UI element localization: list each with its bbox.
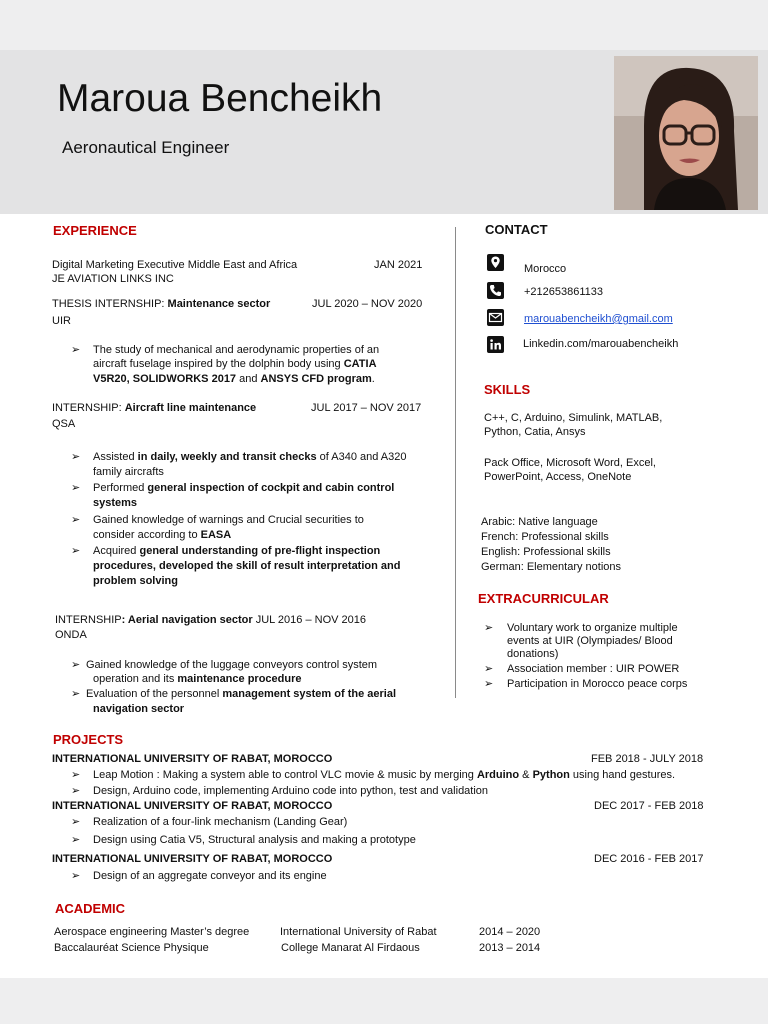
job4-sector: : Aerial navigation sector [121, 614, 253, 626]
project3-date: DEC 2016 - FEB 2017 [594, 853, 704, 865]
project1-org: INTERNATIONAL UNIVERSITY OF RABAT, MOROCCO [52, 753, 333, 765]
job4-title [55, 613, 366, 627]
job3-bullet1-line2: family aircrafts [93, 466, 164, 478]
text-bold: EASA [200, 529, 232, 541]
projects-heading: PROJECTS [53, 732, 124, 747]
profile-photo [614, 56, 758, 210]
job3-date: JUL 2017 – NOV 2017 [311, 402, 422, 414]
job4-org: ONDA [55, 629, 87, 641]
text: Performed [93, 482, 148, 494]
job4-bullet2-line1 [86, 687, 396, 701]
text: consider according to [93, 529, 201, 541]
job2-bullet1-line2 [93, 357, 377, 371]
project2-org: INTERNATIONAL UNIVERSITY OF RABAT, MOROCCO [52, 800, 333, 812]
text-bold: maintenance procedure [177, 673, 302, 685]
job-title: Aeronautical Engineer [62, 138, 230, 157]
job2-prefix: THESIS INTERNSHIP: [52, 298, 168, 310]
contact-linkedin: Linkedin.com/marouabencheikh [523, 338, 679, 350]
bullet-arrow-icon: ➢ [71, 688, 81, 700]
contact-location: Morocco [524, 263, 567, 275]
skills-tech-line2: Python, Catia, Ansys [484, 426, 586, 438]
linkedin-icon [487, 336, 504, 353]
job3-title [52, 401, 256, 415]
contact-email-link[interactable]: marouabencheikh@gmail.com [524, 313, 673, 325]
job1-org: JE AVIATION LINKS INC [52, 273, 174, 285]
bullet-arrow-icon: ➢ [71, 659, 81, 671]
job3-org: QSA [52, 418, 76, 430]
academic-row1-degree: Aerospace engineering Master’s degree [54, 926, 250, 938]
bullet-arrow-icon: ➢ [71, 545, 81, 557]
job2-bullet1-line3 [93, 372, 375, 386]
project1-date: FEB 2018 - JULY 2018 [591, 753, 704, 765]
job3-bullet1-line1 [93, 450, 407, 464]
academic-row2-school: College Manarat Al Firdaous [281, 942, 420, 954]
job4-bullet2-line2: navigation sector [93, 703, 185, 715]
person-name: Maroua Bencheikh [57, 77, 383, 120]
job4-prefix: INTERNSHIP [55, 614, 122, 626]
job1-title: Digital Marketing Executive Middle East and Africa [52, 259, 298, 271]
extra-item1-line1: Voluntary work to organize multiple [507, 622, 678, 634]
academic-heading: ACADEMIC [55, 901, 126, 916]
bullet-arrow-icon: ➢ [71, 785, 81, 797]
skills-heading: SKILLS [484, 382, 531, 397]
text: . [371, 373, 375, 385]
job3-prefix: INTERNSHIP: [52, 402, 125, 414]
job3-bullet2-line2: systems [93, 497, 138, 509]
location-pin-icon [487, 254, 504, 271]
text: Acquired [93, 545, 140, 557]
job3-sector: Aircraft line maintenance [124, 402, 257, 414]
job1-date: JAN 2021 [374, 259, 423, 271]
project3-bullet1: Design of an aggregate conveyor and its engine [93, 870, 327, 882]
text-bold: V5R20, SOLIDWORKS 2017 [93, 373, 237, 385]
bullet-arrow-icon: ➢ [484, 663, 494, 675]
bullet-arrow-icon: ➢ [71, 344, 81, 356]
bullet-arrow-icon: ➢ [484, 678, 494, 690]
resume-page [0, 50, 768, 978]
contact-heading: CONTACT [485, 222, 548, 237]
project2-bullet2: Design using Catia V5, Structural analysis and making a prototype [93, 834, 416, 846]
text: operation and its [93, 673, 178, 685]
bullet-arrow-icon: ➢ [71, 769, 81, 781]
job3-bullet4-line3: problem solving [93, 575, 178, 587]
bullet-arrow-icon: ➢ [484, 622, 494, 634]
extra-item1-line3: donations) [507, 648, 559, 660]
extra-item1-line2: events at UIR (Olympiades/ Blood [507, 635, 673, 647]
text-bold: general inspection of cockpit and cabin control [147, 482, 395, 494]
text-bold: Arduino [476, 769, 520, 781]
bullet-arrow-icon: ➢ [71, 451, 81, 463]
text-bold: general understanding of pre-flight inspection [139, 545, 381, 557]
experience-heading: EXPERIENCE [53, 223, 137, 238]
extracurricular-heading: EXTRACURRICULAR [478, 591, 609, 606]
job4-bullet1-line1: Gained knowledge of the luggage conveyors control system [86, 659, 378, 671]
job3-bullet3-line1: Gained knowledge of warnings and Crucial securities to [93, 514, 364, 526]
project3-org: INTERNATIONAL UNIVERSITY OF RABAT, MOROCCO [52, 853, 333, 865]
bullet-arrow-icon: ➢ [71, 816, 81, 828]
job4-date: JUL 2016 – NOV 2016 [252, 614, 366, 626]
skills-language: English: Professional skills [481, 546, 611, 558]
project1-bullet1 [93, 768, 675, 782]
text: & [519, 769, 533, 781]
project1-bullet2: Design, Arduino code, implementing Arduino code into python, test and validation [93, 785, 489, 797]
job2-sector: Maintenance sector [167, 298, 271, 310]
extra-item2: Association member : UIR POWER [507, 663, 680, 675]
header-band [0, 50, 768, 214]
envelope-icon [487, 309, 504, 326]
academic-row2-degree: Baccalauréat Science Physique [54, 942, 209, 954]
skills-tech-line1: C++, C, Arduino, Simulink, MATLAB, [484, 412, 663, 424]
text-bold: management system of the aerial [222, 688, 396, 700]
text-bold: ANSYS CFD program [260, 373, 372, 385]
skills-language: French: Professional skills [481, 531, 609, 543]
job2-bullet1-line1: The study of mechanical and aerodynamic properties of an [93, 344, 380, 356]
job3-bullet4-line1 [93, 544, 380, 558]
project2-bullet1: Realization of a four-link mechanism (Landing Gear) [93, 816, 348, 828]
bullet-arrow-icon: ➢ [71, 482, 81, 494]
phone-icon [487, 282, 504, 299]
skills-language: German: Elementary notions [481, 561, 622, 573]
job4-bullet1-line2 [93, 672, 301, 686]
text: Evaluation of the personnel [86, 688, 223, 700]
extra-item3: Participation in Morocco peace corps [507, 678, 688, 690]
column-divider [455, 227, 456, 698]
academic-row1-years: 2014 – 2020 [479, 926, 541, 938]
text: using hand gestures. [569, 769, 676, 781]
skills-office-line2: PowerPoint, Access, OneNote [484, 471, 632, 483]
job2-date: JUL 2020 – NOV 2020 [312, 298, 423, 310]
job3-bullet2-line1 [93, 481, 394, 495]
contact-phone: +212653861133 [524, 286, 604, 298]
text: of A340 and A320 [316, 451, 407, 463]
academic-row2-years: 2013 – 2014 [479, 942, 541, 954]
job2-title [52, 297, 270, 311]
text: aircraft fuselage inspired by the dolphin body using [93, 358, 344, 370]
text-bold: CATIA [343, 358, 377, 370]
bullet-arrow-icon: ➢ [71, 514, 81, 526]
job2-org: UIR [52, 315, 71, 327]
text: and [236, 373, 261, 385]
text-bold: Python [532, 769, 570, 781]
text: Leap Motion : Making a system able to control VLC movie & music by merging [93, 769, 477, 781]
text-bold: in daily, weekly and transit checks [137, 451, 317, 463]
job3-bullet4-line2: procedures, developed the skill of result interpretation and [93, 560, 401, 572]
skills-office-line1: Pack Office, Microsoft Word, Excel, [484, 457, 656, 469]
project2-date: DEC 2017 - FEB 2018 [594, 800, 704, 812]
bullet-arrow-icon: ➢ [71, 834, 81, 846]
bullet-arrow-icon: ➢ [71, 870, 81, 882]
academic-row1-school: International University of Rabat [280, 926, 437, 938]
skills-language: Arabic: Native language [481, 516, 598, 528]
job3-bullet3-line2 [93, 528, 231, 542]
text: Assisted [93, 451, 138, 463]
